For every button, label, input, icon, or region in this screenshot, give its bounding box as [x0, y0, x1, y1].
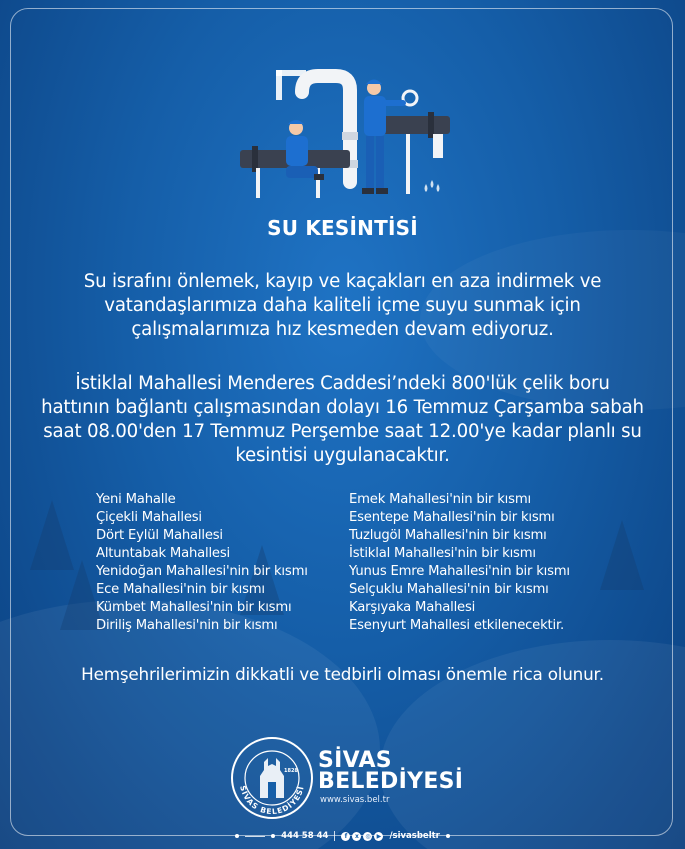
phone-number[interactable]: 444 58 44	[281, 831, 329, 841]
water-drop-icon	[431, 180, 434, 188]
list-item: Kümbet Mahallesi'nin bir kısmı	[96, 600, 292, 615]
worker-leg	[366, 136, 374, 190]
social-icons	[341, 832, 383, 841]
footer-dot	[271, 834, 275, 838]
x-icon[interactable]: x	[352, 832, 361, 841]
list-item: İstiklal Mahallesi'nin bir kısmı	[349, 546, 536, 561]
water-drop-icon	[425, 184, 428, 192]
worker-boot	[376, 188, 388, 194]
pipe-workers-illustration	[232, 62, 456, 212]
website-url[interactable]: www.sivas.bel.tr	[320, 795, 390, 805]
worker-helmet	[288, 120, 304, 124]
list-item: Tuzlugöl Mahallesi'nin bir kısmı	[349, 528, 547, 543]
worker-boot	[314, 174, 324, 180]
list-item: Dört Eylül Mahallesi	[96, 528, 223, 543]
footer-contact	[0, 829, 685, 843]
worker-legs	[286, 166, 318, 178]
affected-neighborhoods-right	[349, 491, 570, 635]
list-item: Esentepe Mahallesi'nin bir kısmı	[349, 510, 555, 525]
municipality-name	[318, 750, 463, 792]
social-handle[interactable]: /sivasbeltr	[389, 831, 440, 841]
water-drop-icon	[437, 184, 440, 192]
worker-body	[286, 136, 308, 166]
municipality-name-line2: BELEDİYESİ	[318, 769, 464, 794]
dark-pipe	[380, 116, 450, 134]
municipality-name-line1: SİVAS	[318, 748, 392, 773]
list-item: Yenidoğan Mahallesi'nin bir kısmı	[96, 564, 308, 579]
list-item: Yunus Emre Mahallesi'nin bir kısmı	[349, 564, 570, 579]
pipe-fragment	[276, 70, 282, 100]
youtube-icon[interactable]: ▶	[374, 832, 383, 841]
footer-dot	[235, 834, 239, 838]
list-item: Esenyurt Mahallesi etkilenecektir.	[349, 618, 564, 633]
worker-helmet	[366, 80, 382, 85]
list-item: Çiçekli Mahallesi	[96, 510, 202, 525]
footer-divider	[245, 836, 265, 837]
list-item: Altuntabak Mahallesi	[96, 546, 230, 561]
page-title: SU KESİNTİSİ	[267, 216, 418, 240]
pipe-joint	[342, 132, 358, 140]
intro-paragraph: Su israfını önlemek, kayıp ve kaçakları en aza indirmek ve vatandaşlarımıza daha kaliteli içme suyu sunmak için çalışmalarımıza hız kesmeden devam ediyoruz.	[83, 271, 602, 340]
worker-boot	[362, 188, 374, 194]
closing-note: Hemşehrilerimizin dikkatli ve tedbirli olması önemle rica olunur.	[81, 664, 604, 684]
outage-details-paragraph: İstiklal Mahallesi Menderes Caddesi’ndeki 800'lük çelik boru hattının bağlantı çalışmasından dolayı 16 Temmuz Çarşamba sabah saat 08.00'den 17 Temmuz Perşembe saat 12.00'ye kadar planlı su kesintisi uygulanacaktır.	[41, 373, 644, 466]
instagram-icon[interactable]: ◎	[365, 832, 371, 840]
svg-text:SİVAS BELEDİYESİ: SİVAS BELEDİYESİ	[238, 784, 306, 817]
list-item: Selçuklu Mahallesi'nin bir kısmı	[349, 582, 549, 597]
worker-leg	[376, 136, 384, 190]
municipality-seal-logo	[230, 736, 314, 820]
pipe-post	[256, 168, 260, 198]
worker-arm	[382, 100, 406, 106]
affected-neighborhoods-left	[96, 491, 308, 635]
list-item: Karşıyaka Mahallesi	[349, 600, 476, 615]
footer-dot	[446, 834, 450, 838]
facebook-icon[interactable]: f	[341, 832, 350, 841]
list-item: Yeni Mahalle	[96, 492, 176, 507]
list-item: Emek Mahallesi'nin bir kısmı	[349, 492, 531, 507]
footer-separator	[334, 831, 335, 841]
list-item: Ece Mahallesi'nin bir kısmı	[96, 582, 265, 597]
list-item: Diriliş Mahallesi'nin bir kısmı	[96, 618, 278, 633]
pipe-post	[406, 134, 410, 194]
svg-text:1828: 1828	[284, 768, 298, 774]
